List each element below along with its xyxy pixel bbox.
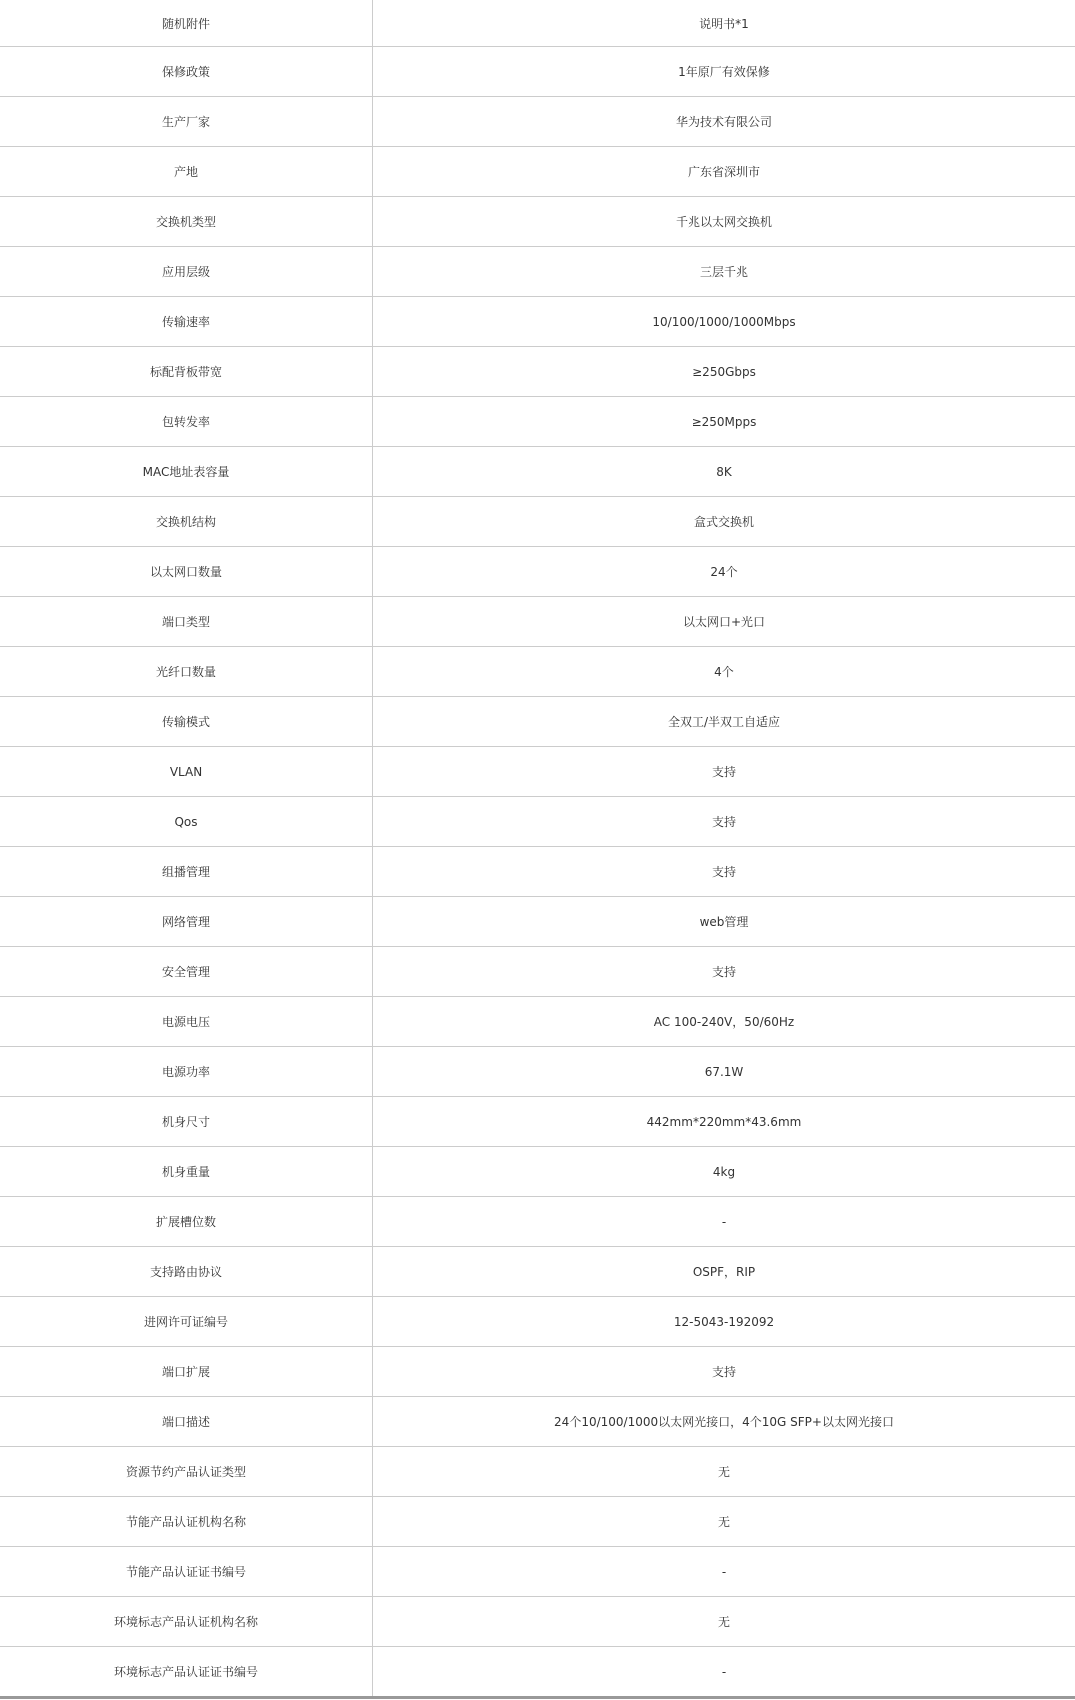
spec-label: 交换机类型 xyxy=(0,197,373,247)
spec-row xyxy=(0,347,1075,397)
spec-value: 24个10/100/1000以太网光接口，4个10G SFP+以太网光接口 xyxy=(373,1397,1075,1447)
spec-label: 标配背板带宽 xyxy=(0,347,373,397)
spec-value: 442mm*220mm*43.6mm xyxy=(373,1097,1075,1147)
spec-row xyxy=(0,947,1075,997)
spec-label: 传输模式 xyxy=(0,697,373,747)
spec-row xyxy=(0,1147,1075,1197)
spec-row xyxy=(0,647,1075,697)
spec-value: ≥250Gbps xyxy=(373,347,1075,397)
spec-label: Qos xyxy=(0,797,373,847)
spec-label: 支持路由协议 xyxy=(0,1247,373,1297)
spec-value: 华为技术有限公司 xyxy=(373,97,1075,147)
spec-label: 安全管理 xyxy=(0,947,373,997)
spec-label: 机身尺寸 xyxy=(0,1097,373,1147)
spec-label: MAC地址表容量 xyxy=(0,447,373,497)
spec-row xyxy=(0,47,1075,97)
spec-value: 4kg xyxy=(373,1147,1075,1197)
spec-row xyxy=(0,97,1075,147)
spec-value: 无 xyxy=(373,1497,1075,1547)
spec-row xyxy=(0,897,1075,947)
spec-value: 支持 xyxy=(373,847,1075,897)
spec-value: 8K xyxy=(373,447,1075,497)
spec-row xyxy=(0,1247,1075,1297)
spec-label: 电源电压 xyxy=(0,997,373,1047)
spec-label: 端口扩展 xyxy=(0,1347,373,1397)
spec-label: 电源功率 xyxy=(0,1047,373,1097)
spec-value: 全双工/半双工自适应 xyxy=(373,697,1075,747)
spec-row xyxy=(0,0,1075,47)
spec-row xyxy=(0,547,1075,597)
spec-value: 24个 xyxy=(373,547,1075,597)
spec-value: 支持 xyxy=(373,1347,1075,1397)
spec-row xyxy=(0,247,1075,297)
spec-label: 传输速率 xyxy=(0,297,373,347)
spec-label: 随机附件 xyxy=(0,0,373,47)
spec-row xyxy=(0,447,1075,497)
spec-row xyxy=(0,1447,1075,1497)
spec-row xyxy=(0,1297,1075,1347)
spec-value: 广东省深圳市 xyxy=(373,147,1075,197)
spec-value: - xyxy=(373,1547,1075,1597)
spec-row xyxy=(0,697,1075,747)
spec-label: 保修政策 xyxy=(0,47,373,97)
spec-value: 支持 xyxy=(373,747,1075,797)
spec-label: 以太网口数量 xyxy=(0,547,373,597)
spec-label: 交换机结构 xyxy=(0,497,373,547)
spec-row xyxy=(0,197,1075,247)
spec-row xyxy=(0,1647,1075,1698)
spec-value: 无 xyxy=(373,1447,1075,1497)
spec-value: 三层千兆 xyxy=(373,247,1075,297)
spec-row xyxy=(0,497,1075,547)
spec-label: 应用层级 xyxy=(0,247,373,297)
spec-row xyxy=(0,397,1075,447)
spec-row xyxy=(0,1547,1075,1597)
spec-label: 扩展槽位数 xyxy=(0,1197,373,1247)
spec-label: 节能产品认证机构名称 xyxy=(0,1497,373,1547)
spec-row xyxy=(0,1347,1075,1397)
spec-label: VLAN xyxy=(0,747,373,797)
spec-value: 67.1W xyxy=(373,1047,1075,1097)
spec-row xyxy=(0,297,1075,347)
spec-label: 包转发率 xyxy=(0,397,373,447)
spec-value: 12-5043-192092 xyxy=(373,1297,1075,1347)
spec-value: - xyxy=(373,1647,1075,1698)
spec-label: 网络管理 xyxy=(0,897,373,947)
spec-value: AC 100-240V，50/60Hz xyxy=(373,997,1075,1047)
spec-row xyxy=(0,1047,1075,1097)
spec-row xyxy=(0,797,1075,847)
spec-value: ≥250Mpps xyxy=(373,397,1075,447)
spec-label: 进网许可证编号 xyxy=(0,1297,373,1347)
spec-row xyxy=(0,1097,1075,1147)
spec-label: 端口描述 xyxy=(0,1397,373,1447)
spec-value: - xyxy=(373,1197,1075,1247)
spec-label: 生产厂家 xyxy=(0,97,373,147)
spec-row xyxy=(0,747,1075,797)
spec-value: 盒式交换机 xyxy=(373,497,1075,547)
spec-label: 机身重量 xyxy=(0,1147,373,1197)
spec-value: 1年原厂有效保修 xyxy=(373,47,1075,97)
spec-value: 10/100/1000/1000Mbps xyxy=(373,297,1075,347)
spec-row xyxy=(0,847,1075,897)
spec-label: 产地 xyxy=(0,147,373,197)
spec-row xyxy=(0,1597,1075,1647)
spec-label: 组播管理 xyxy=(0,847,373,897)
spec-row xyxy=(0,997,1075,1047)
spec-label: 资源节约产品认证类型 xyxy=(0,1447,373,1497)
spec-value: 无 xyxy=(373,1597,1075,1647)
spec-value: 支持 xyxy=(373,797,1075,847)
spec-value: 以太网口+光口 xyxy=(373,597,1075,647)
spec-row xyxy=(0,147,1075,197)
spec-value: 4个 xyxy=(373,647,1075,697)
spec-value: web管理 xyxy=(373,897,1075,947)
spec-row xyxy=(0,597,1075,647)
spec-label: 光纤口数量 xyxy=(0,647,373,697)
spec-value: OSPF，RIP xyxy=(373,1247,1075,1297)
spec-row xyxy=(0,1397,1075,1447)
spec-label: 端口类型 xyxy=(0,597,373,647)
spec-value: 千兆以太网交换机 xyxy=(373,197,1075,247)
spec-row xyxy=(0,1497,1075,1547)
spec-label: 节能产品认证证书编号 xyxy=(0,1547,373,1597)
spec-label: 环境标志产品认证证书编号 xyxy=(0,1647,373,1698)
spec-row xyxy=(0,1197,1075,1247)
spec-value: 说明书*1 xyxy=(373,0,1075,47)
spec-label: 环境标志产品认证机构名称 xyxy=(0,1597,373,1647)
spec-value: 支持 xyxy=(373,947,1075,997)
